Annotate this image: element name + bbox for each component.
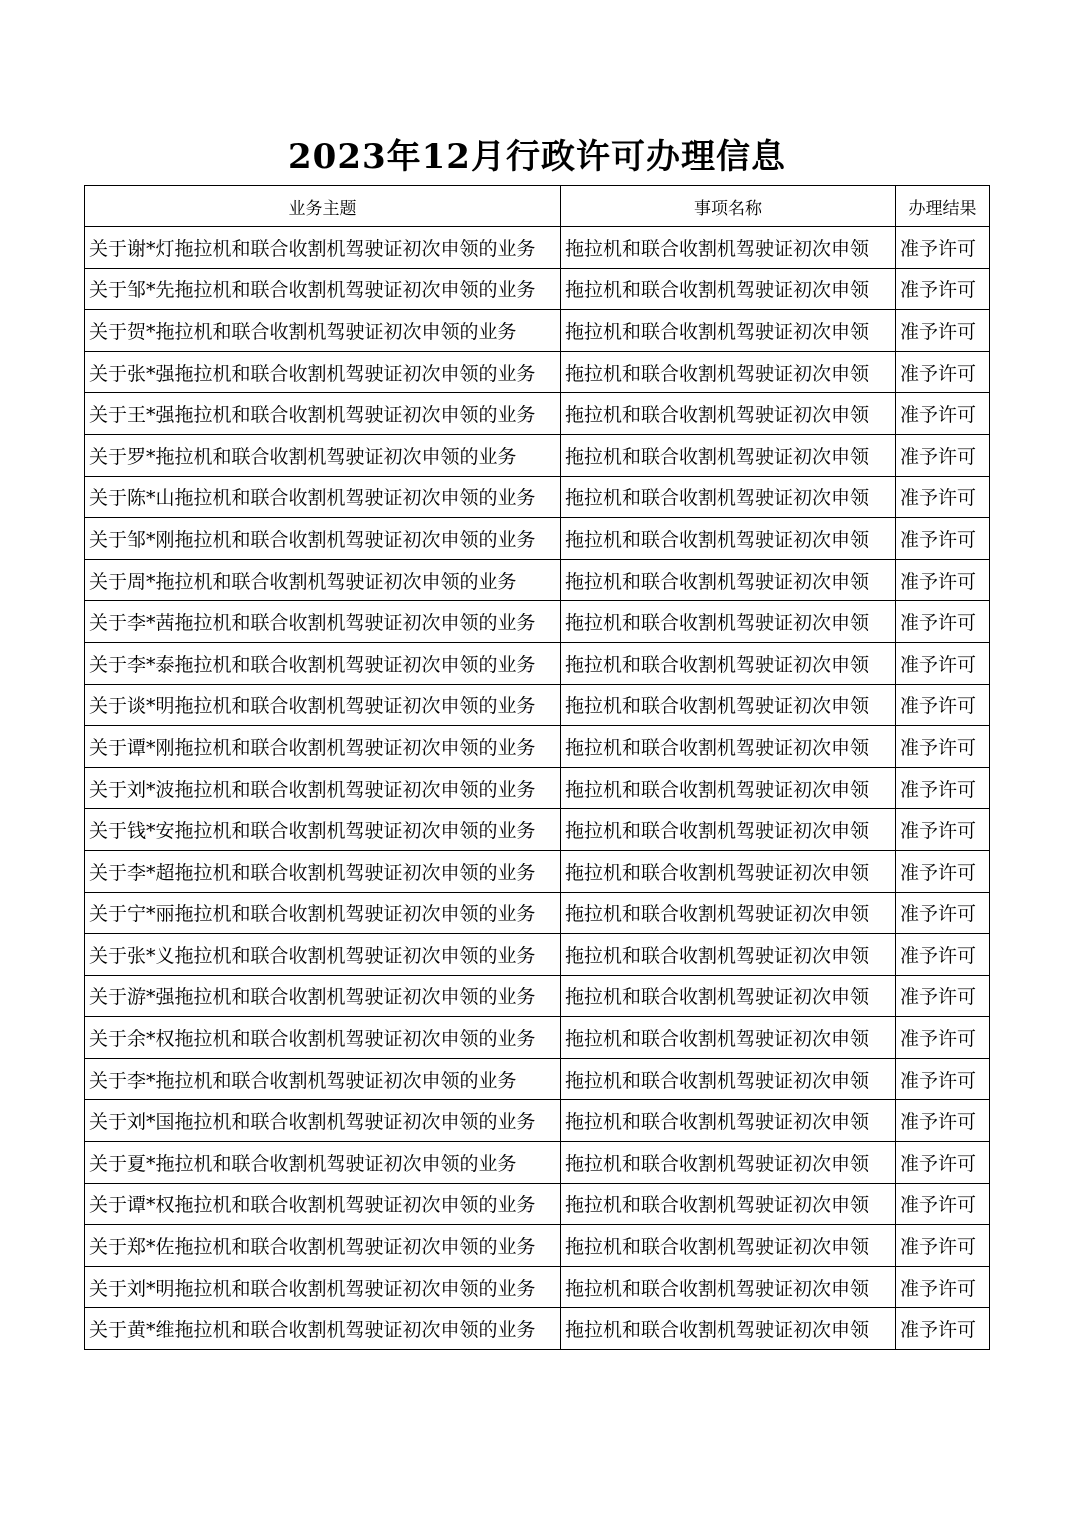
- cell-subject: 关于张*义拖拉机和联合收割机驾驶证初次申领的业务: [85, 934, 561, 976]
- table-row: [85, 1308, 990, 1350]
- cell-item-name: 拖拉机和联合收割机驾驶证初次申领: [561, 559, 896, 601]
- cell-item-name: 拖拉机和联合收割机驾驶证初次申领: [561, 934, 896, 976]
- cell-result: 准予许可: [896, 1266, 990, 1308]
- cell-result: 准予许可: [896, 850, 990, 892]
- cell-result: 准予许可: [896, 518, 990, 560]
- cell-item-name: 拖拉机和联合收割机驾驶证初次申领: [561, 642, 896, 684]
- table-row: [85, 767, 990, 809]
- cell-result: 准予许可: [896, 642, 990, 684]
- cell-subject: 关于邹*刚拖拉机和联合收割机驾驶证初次申领的业务: [85, 518, 561, 560]
- cell-item-name: 拖拉机和联合收割机驾驶证初次申领: [561, 476, 896, 518]
- cell-subject: 关于周*拖拉机和联合收割机驾驶证初次申领的业务: [85, 559, 561, 601]
- table-row: [85, 726, 990, 768]
- cell-item-name: 拖拉机和联合收割机驾驶证初次申领: [561, 850, 896, 892]
- cell-subject: 关于李*拖拉机和联合收割机驾驶证初次申领的业务: [85, 1058, 561, 1100]
- cell-subject: 关于黄*维拖拉机和联合收割机驾驶证初次申领的业务: [85, 1308, 561, 1350]
- cell-item-name: 拖拉机和联合收割机驾驶证初次申领: [561, 684, 896, 726]
- table-row: [85, 434, 990, 476]
- cell-item-name: 拖拉机和联合收割机驾驶证初次申领: [561, 1266, 896, 1308]
- table-row: [85, 1225, 990, 1267]
- table-row: [85, 850, 990, 892]
- cell-result: 准予许可: [896, 975, 990, 1017]
- cell-result: 准予许可: [896, 559, 990, 601]
- cell-item-name: 拖拉机和联合收割机驾驶证初次申领: [561, 975, 896, 1017]
- cell-result: 准予许可: [896, 476, 990, 518]
- cell-item-name: 拖拉机和联合收割机驾驶证初次申领: [561, 1058, 896, 1100]
- table-header-row: [85, 186, 990, 227]
- table-row: [85, 601, 990, 643]
- cell-subject: 关于谭*权拖拉机和联合收割机驾驶证初次申领的业务: [85, 1183, 561, 1225]
- table-body: [85, 227, 990, 1350]
- permit-table: [84, 185, 990, 1350]
- cell-result: 准予许可: [896, 684, 990, 726]
- column-header-item-name: 事项名称: [561, 186, 896, 227]
- cell-subject: 关于刘*国拖拉机和联合收割机驾驶证初次申领的业务: [85, 1100, 561, 1142]
- cell-result: 准予许可: [896, 434, 990, 476]
- column-header-subject: 业务主题: [85, 186, 561, 227]
- cell-result: 准予许可: [896, 1183, 990, 1225]
- cell-result: 准予许可: [896, 1017, 990, 1059]
- table-row: [85, 351, 990, 393]
- table-row: [85, 476, 990, 518]
- table-row: [85, 1017, 990, 1059]
- table-row: [85, 518, 990, 560]
- cell-subject: 关于陈*山拖拉机和联合收割机驾驶证初次申领的业务: [85, 476, 561, 518]
- cell-subject: 关于谈*明拖拉机和联合收割机驾驶证初次申领的业务: [85, 684, 561, 726]
- table-row: [85, 934, 990, 976]
- cell-subject: 关于罗*拖拉机和联合收割机驾驶证初次申领的业务: [85, 434, 561, 476]
- table-row: [85, 684, 990, 726]
- cell-result: 准予许可: [896, 268, 990, 310]
- page-title: 2023年12月行政许可办理信息: [288, 137, 786, 177]
- cell-subject: 关于宁*丽拖拉机和联合收割机驾驶证初次申领的业务: [85, 892, 561, 934]
- cell-item-name: 拖拉机和联合收割机驾驶证初次申领: [561, 518, 896, 560]
- table-row: [85, 642, 990, 684]
- cell-item-name: 拖拉机和联合收割机驾驶证初次申领: [561, 1183, 896, 1225]
- table-row: [85, 1058, 990, 1100]
- cell-result: 准予许可: [896, 726, 990, 768]
- cell-subject: 关于夏*拖拉机和联合收割机驾驶证初次申领的业务: [85, 1142, 561, 1184]
- cell-item-name: 拖拉机和联合收割机驾驶证初次申领: [561, 767, 896, 809]
- table-row: [85, 393, 990, 435]
- cell-subject: 关于贺*拖拉机和联合收割机驾驶证初次申领的业务: [85, 310, 561, 352]
- table-row: [85, 892, 990, 934]
- cell-subject: 关于刘*波拖拉机和联合收割机驾驶证初次申领的业务: [85, 767, 561, 809]
- table-row: [85, 559, 990, 601]
- table-row: [85, 975, 990, 1017]
- cell-subject: 关于王*强拖拉机和联合收割机驾驶证初次申领的业务: [85, 393, 561, 435]
- cell-result: 准予许可: [896, 1142, 990, 1184]
- cell-result: 准予许可: [896, 227, 990, 269]
- table-row: [85, 1183, 990, 1225]
- cell-item-name: 拖拉机和联合收割机驾驶证初次申领: [561, 268, 896, 310]
- cell-subject: 关于李*泰拖拉机和联合收割机驾驶证初次申领的业务: [85, 642, 561, 684]
- cell-item-name: 拖拉机和联合收割机驾驶证初次申领: [561, 1142, 896, 1184]
- cell-result: 准予许可: [896, 934, 990, 976]
- cell-subject: 关于张*强拖拉机和联合收割机驾驶证初次申领的业务: [85, 351, 561, 393]
- table-row: [85, 310, 990, 352]
- table-row: [85, 809, 990, 851]
- cell-item-name: 拖拉机和联合收割机驾驶证初次申领: [561, 1308, 896, 1350]
- cell-subject: 关于谭*刚拖拉机和联合收割机驾驶证初次申领的业务: [85, 726, 561, 768]
- cell-item-name: 拖拉机和联合收割机驾驶证初次申领: [561, 351, 896, 393]
- cell-subject: 关于李*超拖拉机和联合收割机驾驶证初次申领的业务: [85, 850, 561, 892]
- cell-result: 准予许可: [896, 1100, 990, 1142]
- table-row: [85, 1266, 990, 1308]
- cell-result: 准予许可: [896, 1058, 990, 1100]
- cell-subject: 关于游*强拖拉机和联合收割机驾驶证初次申领的业务: [85, 975, 561, 1017]
- cell-item-name: 拖拉机和联合收割机驾驶证初次申领: [561, 892, 896, 934]
- cell-result: 准予许可: [896, 351, 990, 393]
- cell-result: 准予许可: [896, 809, 990, 851]
- column-header-result: 办理结果: [896, 186, 990, 227]
- table-row: [85, 1100, 990, 1142]
- cell-item-name: 拖拉机和联合收割机驾驶证初次申领: [561, 1100, 896, 1142]
- cell-subject: 关于钱*安拖拉机和联合收割机驾驶证初次申领的业务: [85, 809, 561, 851]
- cell-item-name: 拖拉机和联合收割机驾驶证初次申领: [561, 1225, 896, 1267]
- cell-subject: 关于郑*佐拖拉机和联合收割机驾驶证初次申领的业务: [85, 1225, 561, 1267]
- cell-item-name: 拖拉机和联合收割机驾驶证初次申领: [561, 809, 896, 851]
- cell-item-name: 拖拉机和联合收割机驾驶证初次申领: [561, 726, 896, 768]
- cell-subject: 关于刘*明拖拉机和联合收割机驾驶证初次申领的业务: [85, 1266, 561, 1308]
- cell-result: 准予许可: [896, 310, 990, 352]
- cell-subject: 关于谢*灯拖拉机和联合收割机驾驶证初次申领的业务: [85, 227, 561, 269]
- table-row: [85, 1142, 990, 1184]
- cell-item-name: 拖拉机和联合收割机驾驶证初次申领: [561, 310, 896, 352]
- cell-item-name: 拖拉机和联合收割机驾驶证初次申领: [561, 393, 896, 435]
- cell-item-name: 拖拉机和联合收割机驾驶证初次申领: [561, 601, 896, 643]
- cell-subject: 关于余*权拖拉机和联合收割机驾驶证初次申领的业务: [85, 1017, 561, 1059]
- cell-result: 准予许可: [896, 1308, 990, 1350]
- cell-item-name: 拖拉机和联合收割机驾驶证初次申领: [561, 227, 896, 269]
- cell-result: 准予许可: [896, 892, 990, 934]
- cell-subject: 关于邹*先拖拉机和联合收割机驾驶证初次申领的业务: [85, 268, 561, 310]
- table-row: [85, 268, 990, 310]
- cell-subject: 关于李*茜拖拉机和联合收割机驾驶证初次申领的业务: [85, 601, 561, 643]
- cell-result: 准予许可: [896, 1225, 990, 1267]
- cell-result: 准予许可: [896, 393, 990, 435]
- cell-item-name: 拖拉机和联合收割机驾驶证初次申领: [561, 1017, 896, 1059]
- table-row: [85, 227, 990, 269]
- cell-item-name: 拖拉机和联合收割机驾驶证初次申领: [561, 434, 896, 476]
- cell-result: 准予许可: [896, 601, 990, 643]
- cell-result: 准予许可: [896, 767, 990, 809]
